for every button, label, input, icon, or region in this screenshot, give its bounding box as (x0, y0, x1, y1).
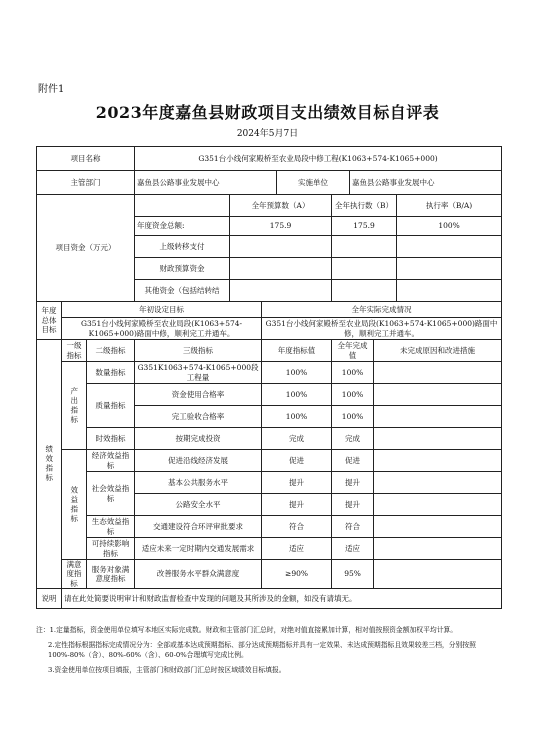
indicator-actual: 100% (332, 406, 374, 428)
goals-label: 年度总体目标 (37, 302, 62, 340)
indicator-actual: 提升 (332, 494, 374, 516)
indicator-actual: 提升 (332, 472, 374, 494)
indicator-l3: 完工验收合格率 (135, 406, 262, 428)
indicator-l3: 改善服务水平群众满意度 (135, 560, 262, 589)
funds-col-rate: 执行率（B/A) (397, 195, 502, 217)
funds-col-exec: 全年执行数（B） (332, 195, 397, 217)
indicator-l3: 资金使用合格率 (135, 384, 262, 406)
indicator-reason (374, 516, 502, 538)
indicator-header-l3: 三级指标 (135, 340, 262, 362)
report-date: 2024年5月7日 (236, 129, 299, 139)
output-indicator-label: 产出指标 (69, 386, 79, 425)
funds-row-budget (230, 236, 332, 258)
indicator-l2: 生态效益指标 (87, 516, 135, 538)
indicator-target: 符合 (262, 516, 332, 538)
goals-set-text: G351台小线何家殿桥至农业局段(K1063+574-K1065+000)路面中修，顺利完工并通车。 (80, 319, 243, 338)
indicator-actual: 完成 (332, 428, 374, 450)
impl-value: 嘉鱼县公路事业发展中心 (350, 171, 502, 195)
funds-row-exec: 175.9 (332, 217, 397, 236)
impl-label: 实施单位 (277, 171, 350, 195)
indicator-reason (374, 384, 502, 406)
indicator-l2: 时效指标 (87, 428, 135, 450)
funds-header-blank (135, 195, 230, 217)
funds-row-rate (397, 236, 502, 258)
indicator-reason (374, 362, 502, 384)
indicator-l3: 促进沿线经济发展 (135, 450, 262, 472)
funds-row-exec (332, 258, 397, 280)
indicator-l2: 质量指标 (87, 384, 135, 428)
indicator-target: 促进 (262, 450, 332, 472)
project-name-label: 项目名称 (37, 147, 135, 171)
indicator-actual: 100% (332, 362, 374, 384)
indicator-header-target: 年度指标值 (262, 340, 332, 362)
indicator-l2: 经济效益指标 (87, 450, 135, 472)
indicator-l3: 公路安全水平 (135, 494, 262, 516)
indicator-actual: 100% (332, 384, 374, 406)
funds-row-rate (397, 280, 502, 302)
page-title: 2023年度嘉鱼县财政项目支出绩效目标自评表 (95, 103, 440, 122)
funds-row-rate: 100% (397, 217, 502, 236)
attachment-label: 附件1 (38, 84, 65, 95)
footnotes (36, 626, 501, 680)
goals-col-done: 全年实际完成情况 (262, 302, 502, 318)
project-name-value: G351台小线何家殿桥至农业局段中修工程(K1063+574-K1065+000) (135, 147, 502, 171)
funds-row-budget: 175.9 (230, 217, 332, 236)
indicator-l2: 可持续影响指标 (87, 538, 135, 560)
indicator-reason (374, 472, 502, 494)
indicator-target: 100% (262, 406, 332, 428)
funds-col-budget: 全年预算数（A） (230, 195, 332, 217)
indicator-reason (374, 406, 502, 428)
indicator-l2: 服务对象满意度指标 (87, 560, 135, 589)
funds-row-name: 年度资金总额: (135, 217, 230, 236)
footnote: 3.资金使用单位按项目填报，主管部门和财政部门汇总时按区域绩效目标填报。 (48, 665, 286, 674)
indicator-target: 适应 (262, 538, 332, 560)
indicator-actual: 符合 (332, 516, 374, 538)
indicator-reason (374, 494, 502, 516)
benefit-indicator-label: 效益指标 (69, 485, 79, 524)
funds-row-budget (230, 258, 332, 280)
indicator-reason (374, 450, 502, 472)
satisfaction-indicator-label: 满意度指标 (62, 560, 87, 589)
funds-row-rate (397, 258, 502, 280)
footnote: 2.定性指标根据指标完成情况分为：全部或基本达成预期指标、部分达成预期指标并具有一定效果、未达成预期指标且效果较差三档，分别按照100%-80%（含）、80%-60%（含）、60-0%合理填写完成比例。 (48, 640, 476, 659)
indicator-l2: 数量指标 (87, 362, 135, 384)
indicator-target: ≥90% (262, 560, 332, 589)
indicator-actual: 适应 (332, 538, 374, 560)
remark-text: 请在此处简要说明审计和财政监督检查中发现的问题及其所涉及的金额，如没有请填无。 (62, 589, 502, 609)
indicator-target: 100% (262, 362, 332, 384)
goals-done-text: G351台小线何家殿桥至农业局段(K1063+574-K1065+000)路面中修，顺利完工并通车。 (265, 319, 498, 338)
indicator-header-l2: 二级指标 (87, 340, 135, 362)
indicator-target: 提升 (262, 494, 332, 516)
dept-value: 嘉鱼县公路事业发展中心 (135, 171, 277, 195)
funds-row-name: 财政预算资金 (135, 258, 230, 280)
indicator-l2: 社会效益指标 (87, 472, 135, 516)
indicator-reason (374, 428, 502, 450)
funds-row-name: 其他资金（包括结转结 (135, 280, 230, 302)
indicator-header-reason: 未完成原因和改进措施 (374, 340, 502, 362)
evaluation-table (36, 146, 502, 609)
indicator-actual: 95% (332, 560, 374, 589)
indicator-header-l1: 一级指标 (62, 340, 87, 362)
dept-label: 主管部门 (37, 171, 135, 195)
indicator-l3: 交通建设符合环评审批要求 (135, 516, 262, 538)
indicator-l3: 适应未来一定时期内交通发展需求 (135, 538, 262, 560)
indicator-l3: G351K1063+574-K1065+000段工程量 (135, 362, 262, 384)
funds-row-exec (332, 280, 397, 302)
indicator-l3: 按期完成投资 (135, 428, 262, 450)
indicator-l3: 基本公共服务水平 (135, 472, 262, 494)
footnote: 注：1.定量指标，资金使用单位填写本地区实际完成数。财政和主管部门汇总时，对绝对值直接累加计算，相对值按照资金额加权平均计算。 (36, 626, 458, 634)
indicator-actual: 促进 (332, 450, 374, 472)
funds-label: 项目资金（万元） (37, 195, 135, 302)
funds-row-budget (230, 280, 332, 302)
funds-row-exec (332, 236, 397, 258)
indicator-target: 完成 (262, 428, 332, 450)
indicator-header-actual: 全年完成值 (332, 340, 374, 362)
indicators-section-label: 绩效指标 (44, 445, 54, 484)
indicator-target: 提升 (262, 472, 332, 494)
indicator-reason (374, 538, 502, 560)
remark-label: 说明 (37, 589, 62, 609)
indicator-reason (374, 560, 502, 589)
funds-row-name: 上级转移支付 (135, 236, 230, 258)
goals-col-set: 年初设定目标 (62, 302, 262, 318)
indicator-target: 100% (262, 384, 332, 406)
